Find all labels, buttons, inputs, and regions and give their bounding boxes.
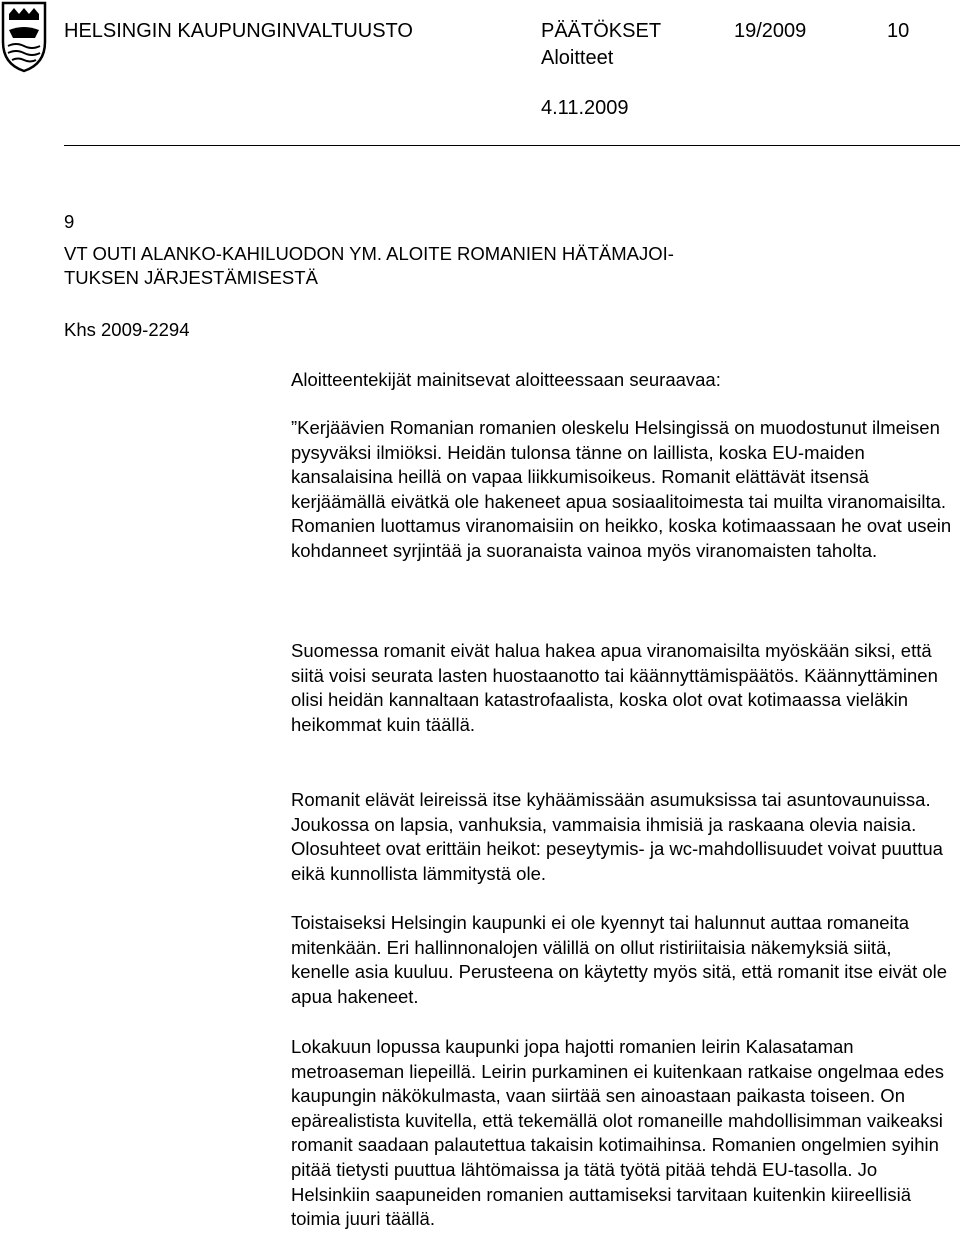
header-section: PÄÄTÖKSET: [541, 20, 662, 42]
header-divider: [64, 145, 960, 146]
item-number: 9: [64, 211, 75, 232]
helsinki-coat-of-arms-logo: [0, 0, 48, 74]
body-paragraph-3: Romanit elävät leireissä itse kyhäämissään asumuksissa tai asuntovaunuissa. Joukossa on lapsia, vanhuksia, vammaisia ihmisiä ja raskaana olevia naisia. Olosuhteet ovat erittäin heikot: peseytymis- ja wc-mahdollisuudet voivat puuttua eikä kunnollista lämmitystä ole.: [291, 789, 943, 884]
header-issue-number: 19/2009: [734, 20, 807, 42]
header-page-number: 10: [887, 20, 910, 42]
item-title-line-1: VT OUTI ALANKO-KAHILUODON YM. ALOITE ROMANIEN HÄTÄMAJOI-: [64, 243, 674, 264]
header-date: 4.11.2009: [541, 97, 629, 119]
item-title-line-2: TUKSEN JÄRJESTÄMISESTÄ: [64, 267, 318, 288]
body-paragraph-5: Lokakuun lopussa kaupunki jopa hajotti romanien leirin Kalasataman metroaseman liepeillä. Leirin purkaminen ei kuitenkaan ratkaise ongelmaa edes kaupungin näkökulmasta, vaan siirtää sen ainoastaan paikasta toiseen. On epärealistista kuvitella, että tekemällä olot romaneille mahdollisimman vaikeaksi romanit saadaan palautettua takaisin kotimaihinsa. Romanien ongelmien syihin pitää tietysti puuttua lähtömaissa ja tätä työtä pitää tehdä EU-tasolla. Jo Helsinkiin saapuneiden romanien auttamiseksi tarvitaan kuitenkin kiireellisiä toimia juuri täällä.: [291, 1036, 945, 1230]
header-subsection: Aloitteet: [541, 47, 614, 69]
intro-text: Aloitteentekijät mainitsevat aloitteessaan seuraavaa:: [291, 369, 721, 390]
body-paragraph-1: ”Kerjäävien Romanian romanien oleskelu Helsingissä on muodostunut ilmeisen pysyväksi ilmiöksi. Heidän tulonsa tänne on laillista, koska EU-maiden kansalaisina heillä on vapaa liikkumisoikeus. Romanit elättävät itsensä kerjäämällä eivätkä ole hakeneet apua sosiaalitoimesta tai muilta viranomaisilta. Romanien luottamus viranomaisiin on heikko, koska kotimaassaan he ovat usein kohdanneet syrjintää ja suoranaista vainoa myös viranomaisten taholta.: [291, 417, 952, 561]
item-reference: Khs 2009-2294: [64, 319, 190, 340]
body-paragraph-2: Suomessa romanit eivät halua hakea apua viranomaisilta myöskään siksi, että siitä voisi seurata lasten huostaanotto tai käännyttämispäätös. Käännyttäminen olisi heidän kannaltaan katastrofaalista, koska olot ovat kotimaassa vieläkin heikommat kuin täällä.: [291, 640, 938, 735]
header-organization: HELSINGIN KAUPUNGINVALTUUSTO: [64, 20, 413, 42]
body-paragraph-4: Toistaiseksi Helsingin kaupunki ei ole kyennyt tai halunnut auttaa romaneita mitenkään. Eri hallinnonalojen välillä on ollut ristiriitaisia näkemyksiä siitä, kenelle asia kuuluu. Perusteena on käytetty myös sitä, että romanit itse eivät ole apua hakeneet.: [291, 912, 948, 1007]
